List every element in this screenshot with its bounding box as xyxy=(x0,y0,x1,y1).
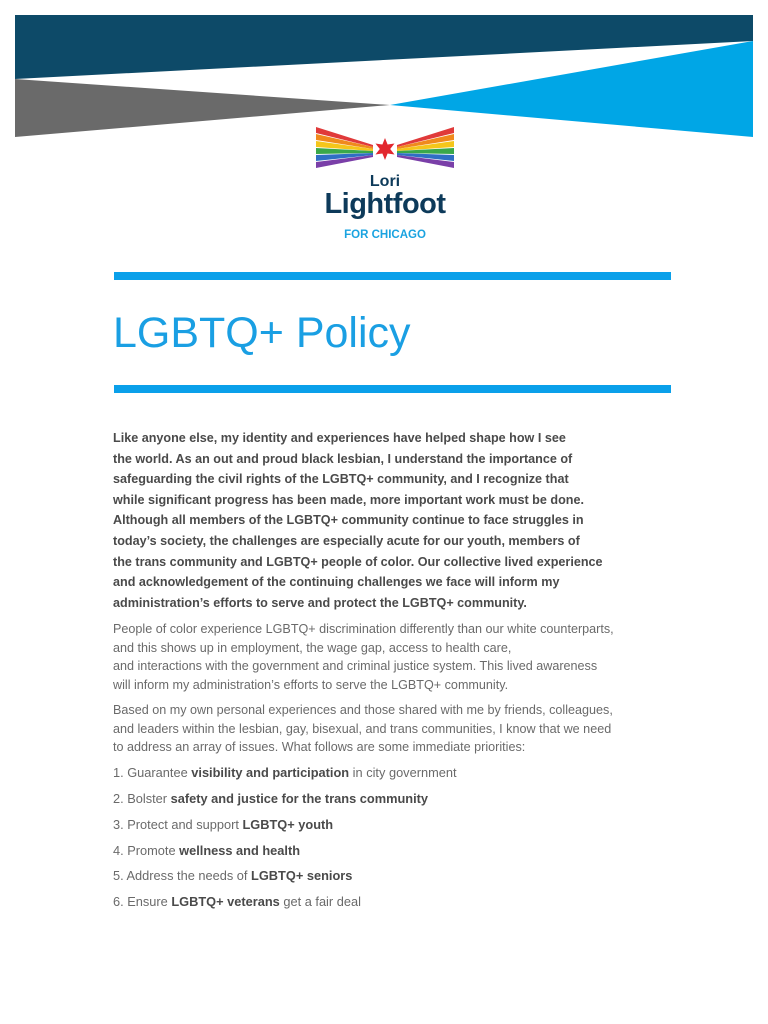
paragraph-line: to address an array of issues. What follows are some immediate priorities: xyxy=(113,740,526,755)
top-divider xyxy=(114,272,671,280)
rainbow-right-rays xyxy=(397,127,454,168)
document-page xyxy=(15,15,753,1009)
paragraph-priorities-intro xyxy=(113,701,673,757)
intro-paragraph xyxy=(113,428,673,613)
paragraph-discrimination xyxy=(113,620,673,694)
intro-line: while significant progress has been made, more important work must be done. xyxy=(113,492,584,507)
logo-last-name: Lightfoot xyxy=(324,188,446,220)
paragraph-line: and this shows up in employment, the wage gap, access to health care, xyxy=(113,640,512,655)
paragraph-line: and leaders within the lesbian, gay, bisexual, and trans communities, I know that we need xyxy=(113,721,612,736)
logo-tagline: FOR CHICAGO xyxy=(344,229,426,241)
intro-line: safeguarding the civil rights of the LGBTQ+ community, and I recognize that xyxy=(113,472,569,487)
campaign-logo xyxy=(315,125,455,247)
priority-item: 2. Bolster safety and justice for the trans community xyxy=(113,791,429,806)
priority-item: 4. Promote wellness and health xyxy=(113,843,301,858)
logo-first-name: Lori xyxy=(369,173,401,190)
priority-item: 1. Guarantee visibility and participation in city government xyxy=(113,765,457,780)
intro-line: administration’s efforts to serve and protect the LGBTQ+ community. xyxy=(113,595,527,610)
bottom-divider xyxy=(114,385,671,393)
priority-item: 6. Ensure LGBTQ+ veterans get a fair deal xyxy=(113,894,361,909)
intro-line: and acknowledgement of the continuing challenges we face will inform my xyxy=(113,575,560,590)
paragraph-line: Based on my own personal experiences and those shared with me by friends, colleagues, xyxy=(113,703,613,717)
intro-line: Although all members of the LGBTQ+ community continue to face struggles in xyxy=(113,513,584,528)
priority-item: 3. Protect and support LGBTQ+ youth xyxy=(113,817,334,832)
intro-line: the world. As an out and proud black lesbian, I understand the importance of xyxy=(113,451,573,466)
intro-line: today’s society, the challenges are especially acute for our youth, members of xyxy=(113,533,580,548)
paragraph-line: People of color experience LGBTQ+ discrimination differently than our white counterparts, xyxy=(113,622,614,636)
priority-item: 5. Address the needs of LGBTQ+ seniors xyxy=(113,868,353,883)
rainbow-star-icon xyxy=(315,125,455,173)
intro-line: Like anyone else, my identity and experiences have helped shape how I see xyxy=(113,431,566,445)
page-title: LGBTQ+ Policy xyxy=(113,309,411,357)
paragraph-line: and interactions with the government and criminal justice system. This lived awareness xyxy=(113,659,598,674)
intro-line: the trans community and LGBTQ+ people of color. Our collective lived experience xyxy=(113,554,603,569)
rainbow-left-rays xyxy=(316,127,373,168)
paragraph-line: will inform my administration’s efforts to serve the LGBTQ+ community. xyxy=(113,677,509,692)
chicago-star-icon xyxy=(376,138,395,160)
